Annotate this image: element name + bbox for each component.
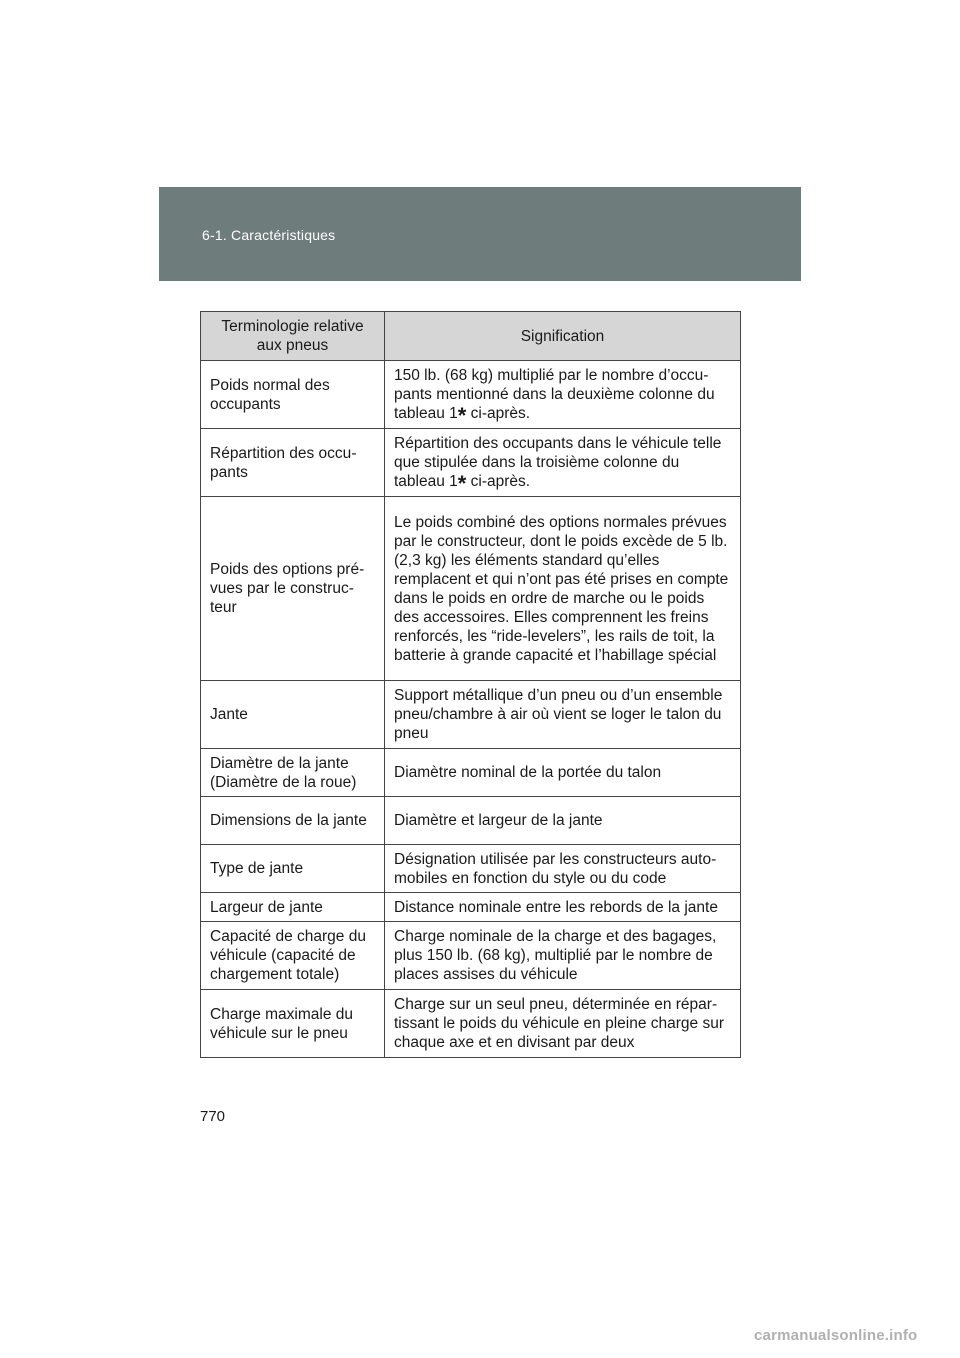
table-row bbox=[201, 429, 741, 497]
term-cell: Poids normal des occupants bbox=[201, 361, 385, 429]
term-cell: Type de jante bbox=[201, 845, 385, 893]
table-row bbox=[201, 922, 741, 990]
table-header-row bbox=[201, 312, 741, 361]
meaning-cell: Charge sur un seul pneu, déterminée en répartissant le poids du véhicule en pleine charge sur chaque axe et en divisant par deux bbox=[385, 990, 741, 1058]
table-row bbox=[201, 845, 741, 893]
term-cell: Capacité de charge du véhicule (capacité de chargement totale) bbox=[201, 922, 385, 990]
table-row bbox=[201, 681, 741, 749]
meaning-cell: Le poids combiné des options normales prévues par le constructeur, dont le poids excède de 5 lb. (2,3 kg) les éléments standard qu’elles remplacent et qui n’ont pas été prises en compte dans le poids en ordre de marche ou le poids des accessoires. Elles comprennent les freins renforcés, les “ride-levelers”, les rails de toit, la batterie à grande capacité et l’habillage spécial bbox=[385, 497, 741, 681]
meaning-cell: Diamètre et largeur de la jante bbox=[385, 797, 741, 845]
table-row bbox=[201, 797, 741, 845]
meaning-cell: Support métallique d’un pneu ou d’un ensemble pneu/chambre à air où vient se loger le talon du pneu bbox=[385, 681, 741, 749]
term-cell: Diamètre de la jante (Diamètre de la roue) bbox=[201, 749, 385, 797]
term-cell: Dimensions de la jante bbox=[201, 797, 385, 845]
table-row bbox=[201, 497, 741, 681]
section-title: 6-1. Caractéristiques bbox=[202, 227, 336, 243]
term-cell: Poids des options prévues par le constructeur bbox=[201, 497, 385, 681]
meaning-cell bbox=[385, 429, 741, 497]
meaning-cell: Désignation utilisée par les constructeurs automobiles en fonction du style ou du code bbox=[385, 845, 741, 893]
meaning-cell: Distance nominale entre les rebords de la jante bbox=[385, 893, 741, 922]
tire-terminology-table bbox=[200, 311, 741, 1058]
meaning-cell: Diamètre nominal de la portée du talon bbox=[385, 749, 741, 797]
table-row bbox=[201, 749, 741, 797]
asterisk-marker: * bbox=[457, 403, 467, 428]
term-cell: Répartition des occupants bbox=[201, 429, 385, 497]
asterisk-marker: * bbox=[457, 471, 467, 496]
table-row bbox=[201, 990, 741, 1058]
term-cell: Largeur de jante bbox=[201, 893, 385, 922]
meaning-suffix: ci-après. bbox=[466, 473, 531, 490]
column-header-meaning: Signification bbox=[385, 312, 741, 361]
section-header-bar bbox=[159, 187, 801, 281]
page-number: 770 bbox=[200, 1108, 226, 1125]
column-header-term: Terminologie relative aux pneus bbox=[201, 312, 385, 361]
meaning-suffix: ci-après. bbox=[466, 405, 531, 422]
term-cell: Jante bbox=[201, 681, 385, 749]
meaning-cell: Charge nominale de la charge et des bagages, plus 150 lb. (68 kg), multiplié par le nombre de places assises du véhicule bbox=[385, 922, 741, 990]
watermark-text: carmanualsonline.info bbox=[754, 1327, 918, 1344]
table-row bbox=[201, 361, 741, 429]
meaning-text: Répartition des occupants dans le véhicule telle que stipulée dans la troisième colonne du tableau 1 bbox=[394, 435, 722, 490]
meaning-cell bbox=[385, 361, 741, 429]
meaning-text: 150 lb. (68 kg) multiplié par le nombre d’occupants mentionné dans la deuxième colonne du tableau 1 bbox=[394, 367, 715, 422]
table-row bbox=[201, 893, 741, 922]
term-cell: Charge maximale du véhicule sur le pneu bbox=[201, 990, 385, 1058]
